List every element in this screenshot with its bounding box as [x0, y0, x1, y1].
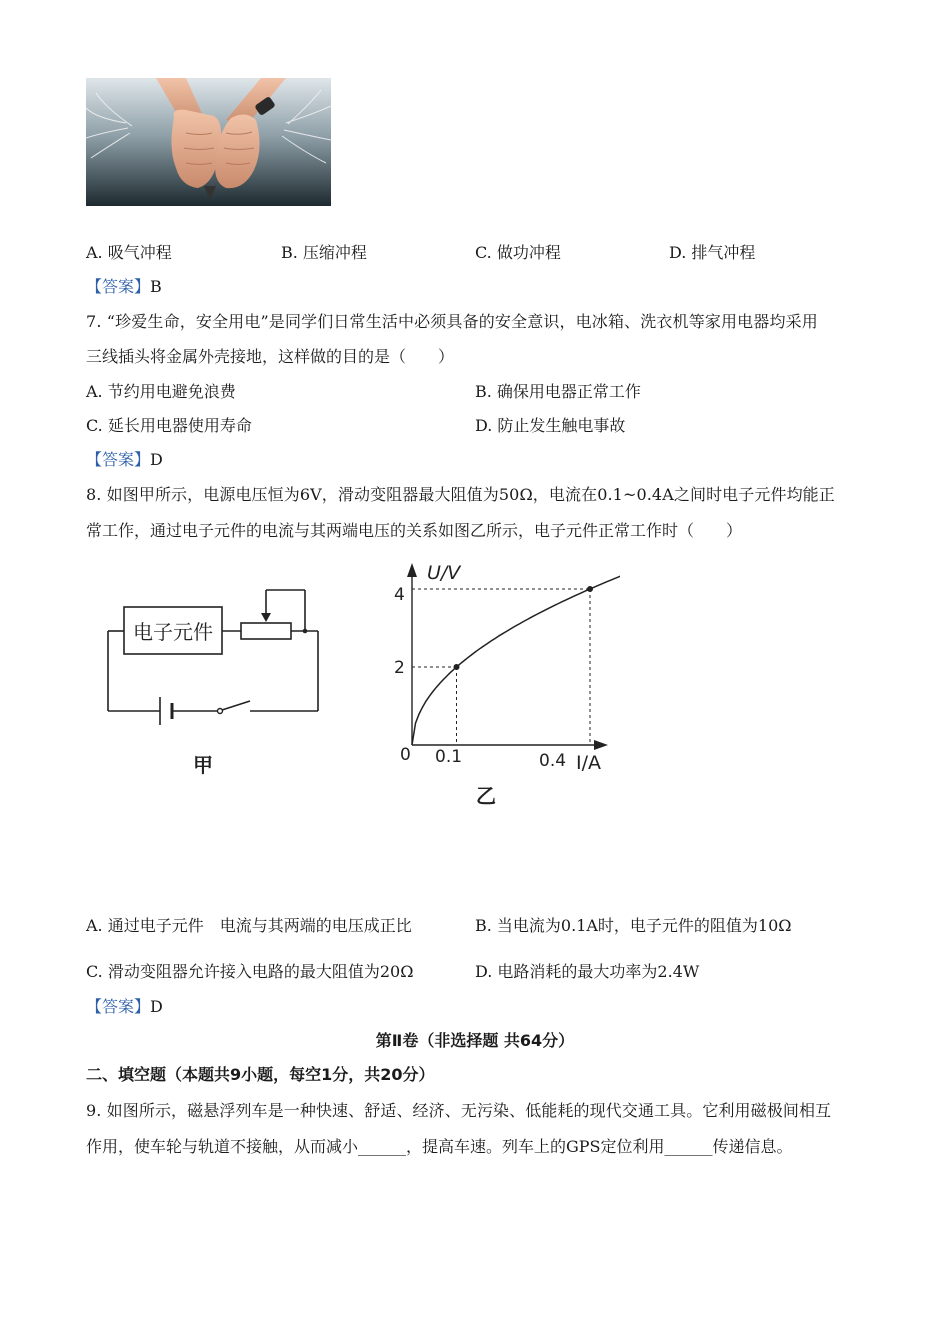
- q6-option-b: B. 压缩冲程: [281, 243, 367, 262]
- q7-option-d: D. 防止发生触电事故: [475, 416, 626, 435]
- y-axis-arrow: [407, 563, 417, 577]
- q8-stem-line1: 8. 如图甲所示，电源电压恒为6V，滑动变阻器最大阻值为50Ω，电流在0.1~0.4A之间时电子元件均能正: [86, 485, 835, 504]
- q8-answer: [86, 994, 163, 1017]
- graph-caption: 乙: [476, 784, 496, 808]
- origin-label: 0: [400, 745, 411, 765]
- q7-option-c: C. 延长用电器使用寿命: [86, 416, 252, 435]
- q7-option-b: B. 确保用电器正常工作: [475, 382, 641, 401]
- q8-stem-line2: 常工作，通过电子元件的电流与其两端电压的关系如图乙所示，电子元件正常工作时（ ）: [86, 521, 743, 540]
- q7-stem-line2: 三线插头将金属外壳接地，这样做的目的是（ ）: [86, 347, 455, 366]
- x-axis-arrow: [594, 740, 608, 750]
- circuit-caption: 甲: [193, 753, 213, 777]
- q6-option-d: D. 排气冲程: [669, 243, 756, 262]
- answer-value: B: [150, 277, 162, 296]
- answer-value: D: [150, 450, 163, 469]
- q8-option-d: D. 电路消耗的最大功率为2.4W: [475, 962, 700, 981]
- switch-pivot: [218, 709, 223, 714]
- component-label: 电子元件: [133, 620, 213, 644]
- q6-option-c: C. 做功冲程: [475, 243, 561, 262]
- q7-answer: [86, 447, 163, 470]
- y-tick-label: 4: [394, 585, 405, 605]
- x-tick-label: 0.4: [539, 751, 567, 771]
- q7-option-a: A. 节约用电避免浪费: [86, 382, 236, 401]
- q8-option-a: A. 通过电子元件 电流与其两端的电压成正比: [86, 916, 412, 935]
- q9-stem-line1: 9. 如图所示，磁悬浮列车是一种快速、舒适、经济、无污染、低能耗的现代交通工具。它利用磁极间相互: [86, 1101, 832, 1120]
- q6-answer: [86, 274, 162, 297]
- answer-mark: 【答案】: [86, 997, 151, 1016]
- answer-mark: 【答案】: [86, 450, 151, 469]
- y-tick-label: 2: [394, 658, 405, 678]
- answer-mark: 【答案】: [86, 277, 151, 296]
- rheostat-body: [241, 623, 291, 639]
- answer-value: D: [150, 997, 163, 1016]
- data-point: [587, 586, 593, 592]
- u-i-curve: [412, 576, 620, 745]
- section-title: 第Ⅱ卷（非选择题 共64分）: [375, 1031, 575, 1050]
- section-heading: 二、填空题（本题共9小题，每空1分，共20分）: [86, 1065, 435, 1084]
- x-axis-label: I/A: [576, 752, 602, 774]
- circuit-diagram: [100, 575, 330, 785]
- q6-option-a: A. 吸气冲程: [86, 243, 172, 262]
- q8-option-b: B. 当电流为0.1A时，电子元件的阻值为10Ω: [475, 916, 792, 935]
- q7-stem-line1: 7. “珍爱生命，安全用电”是同学们日常生活中必须具备的安全意识，电冰箱、洗衣机等家用电器均采用: [86, 312, 818, 331]
- switch-blade: [222, 701, 250, 710]
- y-axis-label: U/V: [427, 562, 461, 584]
- q9-stem-line2: 作用，使车轮与轨道不接触，从而减小______，提高车速。列车上的GPS定位利用______传递信息。: [86, 1137, 793, 1156]
- x-tick-label: 0.1: [435, 747, 463, 767]
- slider-arrow: [261, 613, 271, 622]
- u-i-graph: [380, 555, 620, 815]
- hands-photo: [86, 78, 331, 206]
- data-point: [454, 664, 460, 670]
- q8-option-c: C. 滑动变阻器允许接入电路的最大阻值为20Ω: [86, 962, 414, 981]
